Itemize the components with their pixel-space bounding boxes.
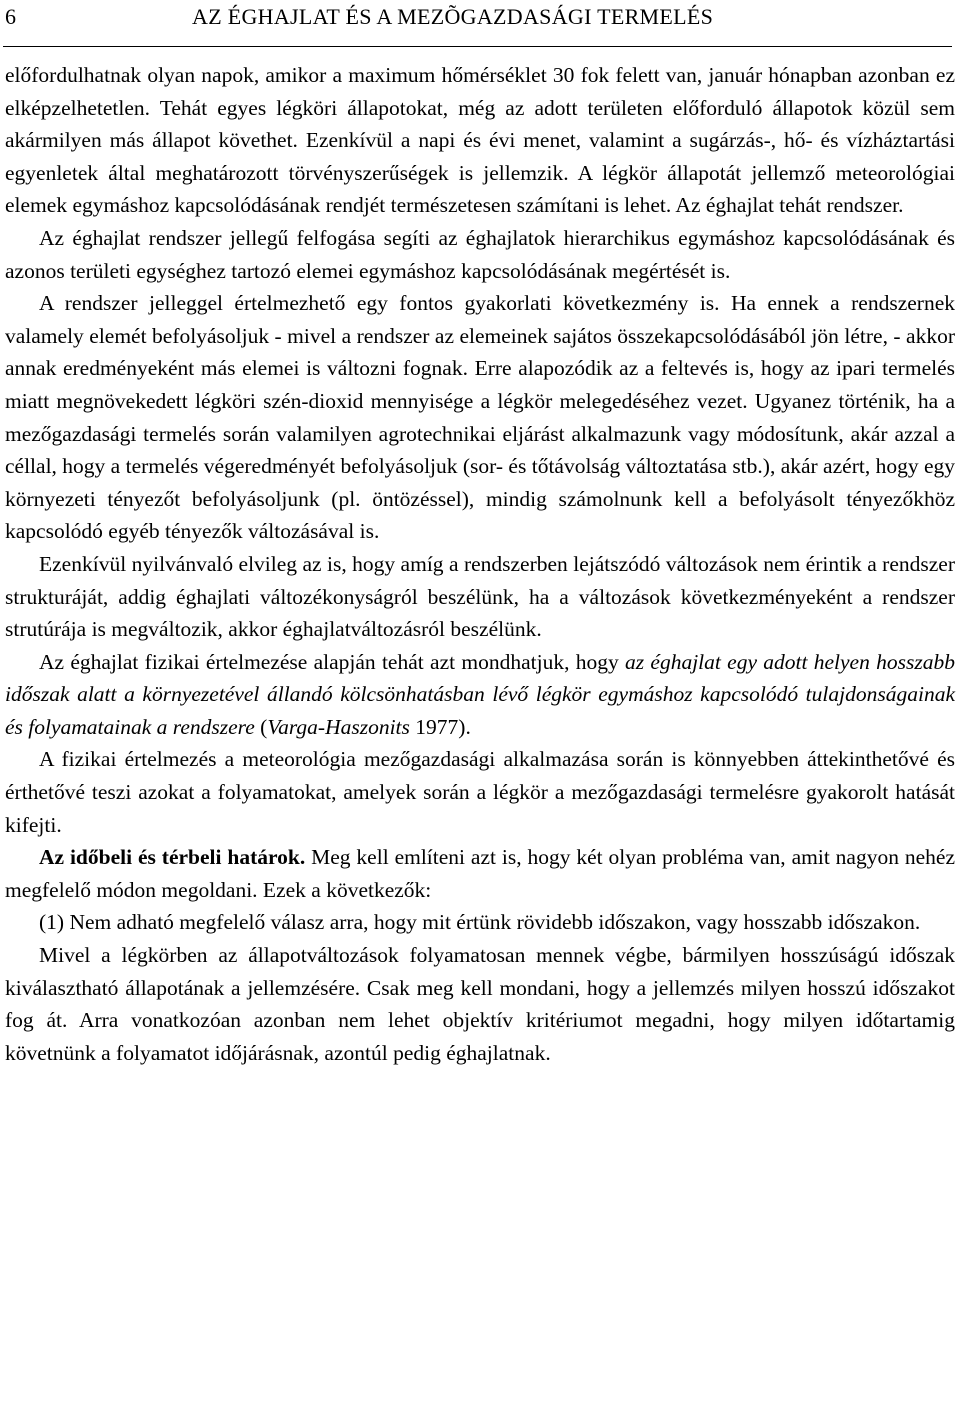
page-number: 6	[5, 4, 16, 29]
paragraph-7-text: Meg kell említeni azt is, hogy két olyan probléma van, amit nagyon nehéz megfelelő módon megoldani. Ezek a következők:	[5, 845, 955, 902]
citation-author: Varga-Haszonits	[267, 714, 410, 739]
paragraph-2: Az éghajlat rendszer jellegű felfogása segíti az éghajlatok hierarchikus egymáshoz kapcsolódásának és azonos területi egységhez tartozó elemei egymáshoz kapcsolódásának megértését is.	[5, 225, 955, 283]
paragraph-3: A rendszer jelleggel értelmezhető egy fontos gyakorlati következmény is. Ha ennek a rendszernek valamely elemét befolyásoljuk - mivel a rendszer az elemeinek sajátos összekapcsolódásából jön létre, - akkor annak eredményeként más elemei is változni fognak. Erre alapozódik az a feltevés is, hogy az ipari termelés miatt megnövekedett légköri szén-dioxid mennyisége a légkör melegedéséhez vezet. Ugyanez történik, ha a mezőgazdasági termelés során valamilyen agrotechnikai eljárást alkalmazunk vagy módosítunk, akár azzal a céllal, hogy a termelés végeredményét befolyásoljuk (sor- és tőtávolság változtatása stb.), akár azért, hogy egy környezeti tényezőt befolyásoljunk (pl. öntözéssel), mindig számolnunk kell a befolyásolt tényezőkhöz kapcsolódó egyéb tényezők változásával is.	[5, 291, 955, 544]
section-heading: Az időbeli és térbeli határok.	[39, 845, 306, 870]
paragraph-9: Mivel a légkörben az állapotváltozások folyamatosan mennek végbe, bármilyen hosszúságú időszak kiválasztható állapotának a jellemzésére. Csak meg kell mondani, hogy a jellemzés milyen hosszú időszakot fog át. Arra vonatkozóan azonban nem lehet objektív kritériumot megadni, hogy milyen időtartamig követnünk a folyamatot időjárásnak, azontúl pedig éghajlatnak.	[5, 943, 955, 1065]
header-rule	[3, 46, 952, 47]
paragraph-7	[5, 841, 955, 906]
paragraph-4: Ezenkívül nyilvánvaló elvileg az is, hogy amíg a rendszerben lejátszódó változások nem érintik a rendszer strukturáját, addig éghajlati változékonyságról beszélünk, ha a változások következményeként a rendszer strutúrája is megváltozik, akkor éghajlatváltozásról beszélünk.	[5, 551, 955, 642]
chapter-title: AZ ÉGHAJLAT ÉS A MEZÕGAZDASÁGI TERMELÉS	[192, 4, 714, 29]
climate-definition: az éghajlat egy adott helyen hosszabb időszak alatt a környezetével állandó kölcsönhatásban lévő légkör egymáshoz kapcsolódó tulajdonságainak és folyamatainak a rendszere	[5, 649, 955, 739]
paragraph-5	[5, 646, 955, 744]
paragraph-8: (1) Nem adható megfelelő válasz arra, hogy mit értünk rövidebb időszakon, vagy hosszabb időszakon.	[39, 910, 921, 935]
body-text	[5, 35, 955, 1069]
running-header	[5, 0, 955, 35]
paragraph-1: előfordulhatnak olyan napok, amikor a maximum hőmérséklet 30 fok felett van, január hónapban azonban ez elképzelhetetlen. Tehát egyes légköri állapotokat, még az adott területen előforduló állapotok közül sem akármilyen más állapot követhet. Ezenkívül a napi és évi menet, valamint a sugárzás-, hő- és vízháztartási egyenletek által meghatározott törvényszerűségek is jellemzik. A légkör állapotát jellemző meteorológiai elemek egymáshoz kapcsolódásának rendjét természetesen számítani is lehet. Az éghajlat tehát rendszer.	[5, 63, 955, 218]
citation-open: (	[254, 714, 268, 739]
paragraph-6: A fizikai értelmezés a meteorológia mezőgazdasági alkalmazása során is könnyebben áttekinthetővé és érthetővé teszi azokat a folyamatokat, amelyek során a légkör a mezőgazdasági termelésre gyakorolt hatását kifejti.	[5, 747, 955, 837]
paragraph-5-lead: Az éghajlat fizikai értelmezése alapján tehát azt mondhatjuk, hogy	[39, 649, 626, 674]
citation-year: 1977).	[409, 714, 471, 739]
